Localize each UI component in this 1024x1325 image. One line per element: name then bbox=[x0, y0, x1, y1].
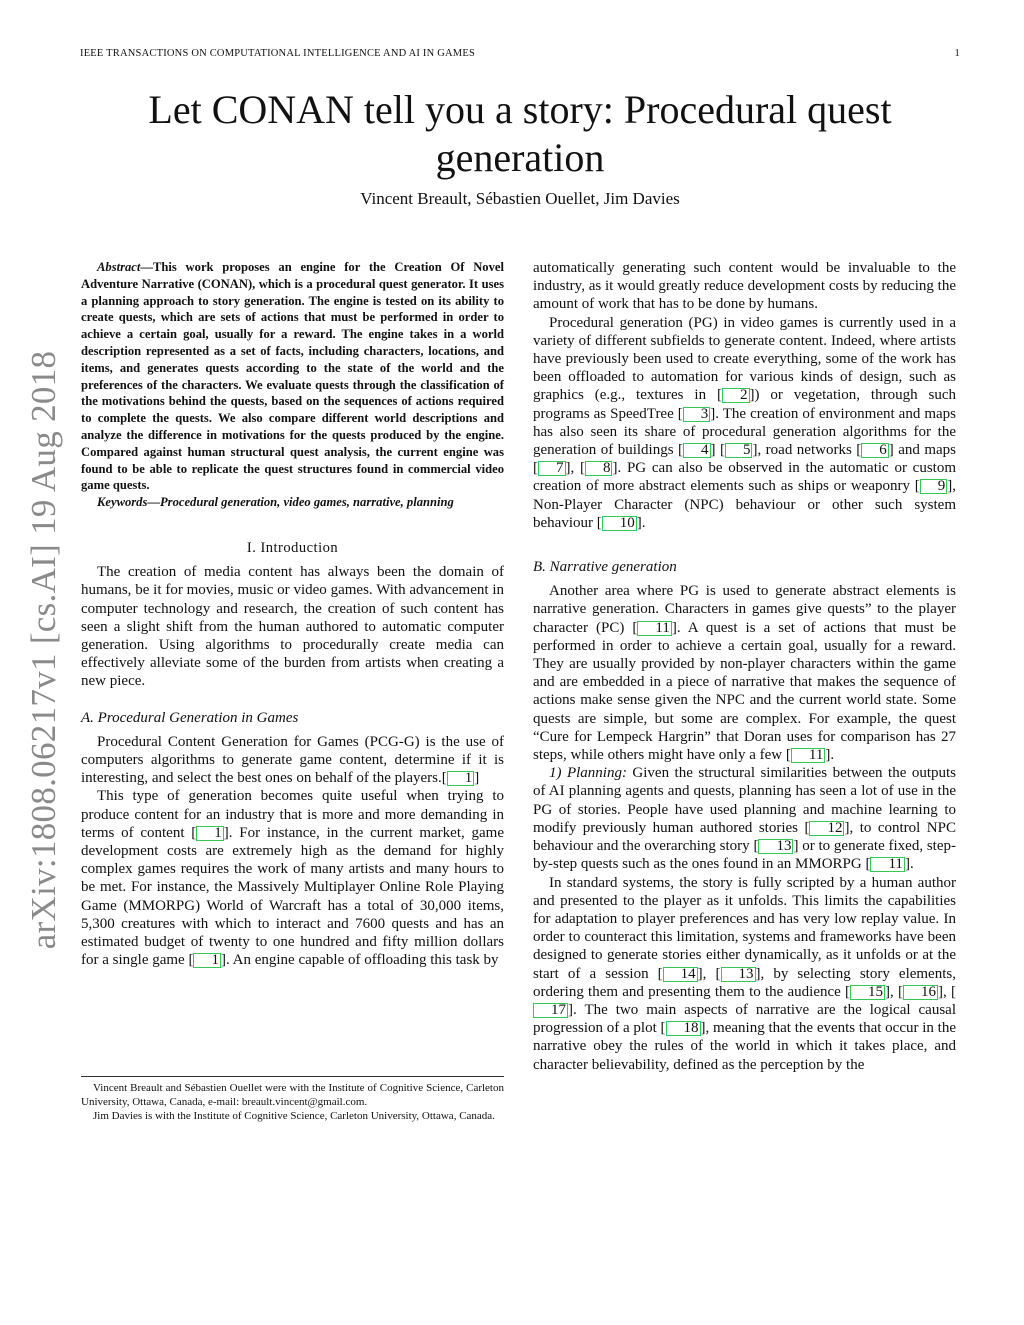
citation-link[interactable]: 8 bbox=[585, 461, 613, 476]
footnote-affiliation-1: Vincent Breault and Sébastien Ouellet were with the Institute of Cognitive Science, Carleton University, Ottawa, Canada, e-mail: breault.vincent@gmail.com. bbox=[81, 1082, 504, 1108]
citation-link[interactable]: 16 bbox=[903, 985, 938, 1000]
citation-link[interactable]: 13 bbox=[758, 839, 793, 854]
citation-link[interactable]: 11 bbox=[637, 621, 671, 636]
paper-title: Let CONAN tell you a story: Procedural quest generation bbox=[148, 87, 892, 180]
right-column bbox=[533, 259, 956, 1074]
paragraph: Procedural Content Generation for Games (PCG-G) is the use of computers algorithms to generate game content, determine if it is interesting, and select the best ones on behalf of the players.[ 1 ] bbox=[81, 733, 504, 787]
subsection-heading-a: A. Procedural Generation in Games bbox=[81, 709, 299, 726]
journal-name: IEEE TRANSACTIONS ON COMPUTATIONAL INTELLIGENCE AND AI IN GAMES bbox=[80, 48, 475, 59]
citation-link[interactable]: 4 bbox=[683, 443, 711, 458]
footnote-divider bbox=[81, 1076, 504, 1077]
footnotes bbox=[81, 1081, 504, 1123]
footnote-affiliation-2: Jim Davies is with the Institute of Cognitive Science, Carleton University, Ottawa, Canada. bbox=[93, 1110, 495, 1122]
subsection-heading-b: B. Narrative generation bbox=[533, 559, 677, 576]
citation-link[interactable]: 6 bbox=[861, 443, 889, 458]
citation-link[interactable]: 17 bbox=[533, 1003, 568, 1018]
running-header bbox=[80, 48, 960, 59]
keywords bbox=[81, 494, 504, 511]
run-in-heading-planning: 1) Planning: bbox=[549, 765, 627, 782]
citation-link[interactable]: 1 bbox=[447, 771, 475, 786]
citation-link[interactable]: 1 bbox=[196, 826, 224, 841]
abstract-label: Abstract bbox=[97, 260, 141, 274]
citation-link[interactable]: 11 bbox=[870, 857, 904, 872]
paragraph: Another area where PG is used to generate abstract elements is narrative generation. Characters in games give quests” to the player character (PC) [ 11 ]. A quest is a set of actions that must be performed in order to achieve a certain goal, usually for a reward. They are usually provided by non-player characters within the game and are embedded in a piece of narrative that makes the sequence of actions make sense given the NPC and the current world state. Some quests are simple, but some are complex. For example, the quest “Cure for Lempeck Hargrin” that Doran uses for comparison has 27 steps, while others might have only a few [ 11 ]. bbox=[533, 583, 956, 764]
paragraph: The creation of media content has always been the domain of humans, be it for movies, music or video games. With advancement in computer technology and research, the creation of such content has seen a slight shift from the human authored to automatic computer generation. Using algorithms to procedurally create media can effectively alleviate some of the burden from artists when creating a new piece. bbox=[81, 564, 504, 690]
paragraph: 1) Planning: Given the structural similarities between the outputs of AI planning agents and quests, planning has seen a lot of use in the PG of stories. People have used planning and machine learning to modify previously human authored stories [ 12 ], to control NPC behaviour and the overarching story [ 13 ] or to generate fixed, step-by-step quests such as the ones found in an MMORPG [ 11 ]. bbox=[533, 765, 956, 873]
citation-link[interactable]: 5 bbox=[725, 443, 753, 458]
citation-link[interactable]: 18 bbox=[666, 1021, 701, 1036]
paragraph: Procedural generation (PG) in video games is currently used in a variety of different subfields to generate content. Indeed, where artists have previously been used to create everything, some of the work has been offloaded to automation for various kinds of design, such as graphics (e.g., textures in [ 2 ]) or vegetation, through such programs as SpeedTree [ 3 ]. The creation of environment and maps has also seen its share of procedural generation algorithms for the generation of buildings [ 4 ] [ 5 ], road networks [ 6 ] and maps [ 7 ], [ 8 ]. PG can also be observed in the automatic or custom creation of more abstract elements such as ships or weaponry [ 9 ], Non-Player Character (NPC) behaviour or other such system behaviour [ 10 ]. bbox=[533, 314, 956, 531]
citation-link[interactable]: 3 bbox=[683, 407, 711, 422]
page-number: 1 bbox=[954, 48, 960, 59]
citation-link[interactable]: 15 bbox=[850, 985, 885, 1000]
keywords-label: Keywords bbox=[97, 495, 148, 510]
citation-link[interactable]: 2 bbox=[722, 388, 750, 403]
paragraph: In standard systems, the story is fully scripted by a human author and presented to the player as it unfolds. This limits the capabilities for adaptation to player preferences and has very low replay value. In order to counteract this limitation, systems and frameworks have been designed to generate stories either dynamically, as it unfolds or at the start of a session [ 14 ], [ 13 ], by selecting story elements, ordering them and presenting them to the audience [ 15 ], [ 16 ], [17 ]. The two main aspects of narrative are the logical causal progression of a plot [ 18 ], meaning that the events that occur in the narrative obey the rules of the world in which it takes place, and character believability, defined as the perception by the bbox=[533, 874, 956, 1073]
citation-link[interactable]: 12 bbox=[809, 821, 844, 836]
citation-link[interactable]: 11 bbox=[791, 748, 825, 763]
citation-link[interactable]: 10 bbox=[602, 516, 637, 531]
author-list: Vincent Breault, Sébastien Ouellet, Jim Davies bbox=[360, 189, 680, 208]
citation-link[interactable]: 13 bbox=[721, 967, 756, 982]
abstract bbox=[81, 259, 504, 494]
citation-link[interactable]: 1 bbox=[193, 953, 221, 968]
citation-link[interactable]: 14 bbox=[663, 967, 698, 982]
citation-link[interactable]: 7 bbox=[538, 461, 566, 476]
citation-link[interactable]: 9 bbox=[920, 479, 948, 494]
keywords-text: —Procedural generation, video games, narrative, planning bbox=[147, 495, 454, 510]
left-column bbox=[81, 259, 504, 969]
arxiv-identifier: arXiv:1808.06217v1 [cs.AI] 19 Aug 2018 bbox=[24, 350, 63, 950]
paragraph: automatically generating such content would be invaluable to the industry, as it would greatly reduce development costs by reducing the amount of work that has to be done by humans. bbox=[533, 260, 956, 313]
paragraph: This type of generation becomes quite useful when trying to produce content for an industry that is more and more demanding in terms of content [ 1 ]. For instance, in the current market, game development costs are extremely high as the demand for highly complex games requires the work of many artists and many hours to be met. For instance, the Massively Multiplayer Online Role Playing Game (MMORPG) World of Warcraft has a total of 30,000 items, 5,300 creatures with which to interact and 7600 quests and has an estimated budget of twenty to one hundred and fifty million dollars for a single game [ 1 ]. An engine capable of offloading this task by bbox=[81, 788, 504, 969]
arxiv-stamp bbox=[14, 350, 74, 950]
section-heading-introduction: I. Introduction bbox=[246, 539, 339, 556]
abstract-text: —This work proposes an engine for the Creation Of Novel Adventure Narrative (CONAN), which is a procedural quest generator. It uses a planning approach to story generation. The engine is tested on its ability to create quests, which are sets of actions that must be performed in order to achieve a certain goal, usually for a reward. The engine takes in a world description represented as a set of facts, including characters, locations, and items, and generates quests according to the state of the world and the preferences of the characters. We evaluate quests through the classification of the motivations behind the quests, based on the sequences of actions required to complete the quests. We also compare different world descriptions and analyze the difference in motivations for the quests produced by the engine. Compared against human structural quest analysis, the current engine was found to be able to replicate the quest structures found in commercial video game quests. bbox=[81, 260, 504, 493]
